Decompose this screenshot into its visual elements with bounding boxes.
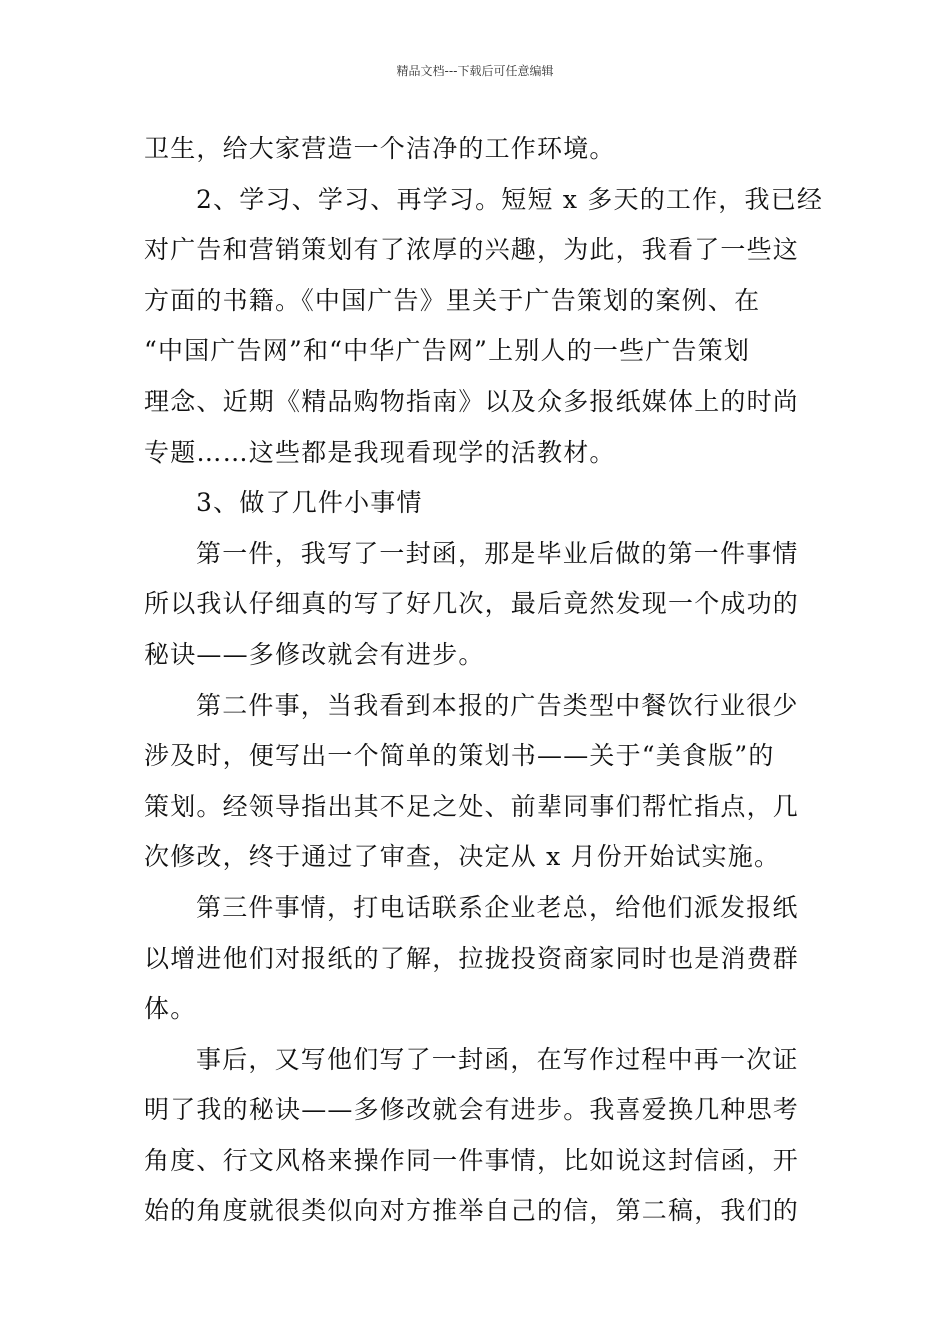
text-line: 涉及时，便写出一个简单的策划书——关于“美食版”的 [144,741,775,771]
text-line: 以增进他们对报纸的了解，拉拢投资商家同时也是消费群 [144,943,800,973]
text-line: 第二件事，当我看到本报的广告类型中餐饮行业很少 [196,690,799,720]
page-header: 精品文档---下载后可任意编辑 [396,64,554,78]
document-body [144,124,824,1237]
text-line: 秘诀——多修改就会有进步。 [144,639,485,669]
text-line: 明了我的秘诀——多修改就会有进步。我喜爱换几种思考 [144,1095,800,1125]
text-line: 专题……这些都是我现看现学的活教材。 [144,437,616,467]
text-line: 体。 [144,994,197,1024]
text-line: 始的角度就很类似向对方推举自己的信，第二稿，我们的 [144,1196,800,1226]
text-line: 角度、行文风格来操作同一件事情，比如说这封信函，开 [144,1145,800,1175]
section-heading: 3、做了几件小事情 [196,488,423,518]
text-line: 次修改，终于通过了审查，决定从 x 月份开始试实施。 [144,842,781,872]
text-line: 第三件事情，打电话联系企业老总，给他们派发报纸 [196,892,799,922]
text-line: 对广告和营销策划有了浓厚的兴趣，为此，我看了一些这 [144,235,800,265]
text-line: 卫生，给大家营造一个洁净的工作环境。 [144,134,616,163]
text-line: 所以我认仔细真的写了好几次，最后竟然发现一个成功的 [144,589,800,619]
text-line: 第一件，我写了一封函，那是毕业后做的第一件事情 [196,538,799,568]
text-line: 策划。经领导指出其不足之处、前辈同事们帮忙指点，几 [144,791,800,821]
text-line: 事后，又写他们写了一封函，在写作过程中再一次证 [196,1044,799,1074]
text-line: “中国广告网”和“中华广告网”上别人的一些广告策划 [144,336,751,366]
text-line: 2、学习、学习、再学习。短短 x 多天的工作，我已经 [196,184,824,214]
text-line: 理念、近期《精品购物指南》以及众多报纸媒体上的时尚 [144,386,800,416]
text-line: 方面的书籍。《中国广告》里关于广告策划的案例、在 [144,285,761,315]
